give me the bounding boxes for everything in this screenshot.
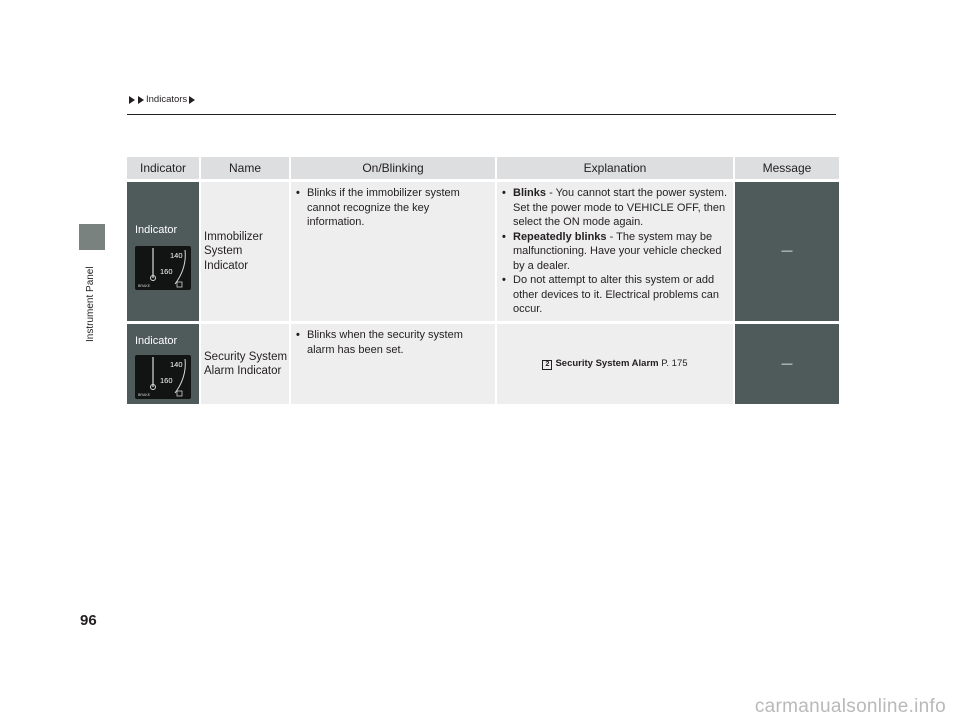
breadcrumb-arrow-icon <box>138 96 144 104</box>
message-cell <box>735 182 839 321</box>
explanation-item: • Do not attempt to alter this system or add other devices to it. Electrical problems can occur. <box>499 273 729 317</box>
watermark[interactable]: carmanualsonline.info <box>754 696 946 717</box>
indicator-name: System <box>204 245 243 258</box>
message-value: — <box>781 357 793 370</box>
header-message: Message <box>735 157 839 179</box>
svg-text:140: 140 <box>170 360 183 369</box>
header-indicator: Indicator <box>127 157 199 179</box>
explanation-cell <box>497 324 733 404</box>
on-blinking-item: • Blinks if the immobilizer system cannot recognize the key information. <box>293 186 487 230</box>
on-blinking-cell <box>291 324 495 404</box>
indicator-cell <box>127 182 199 321</box>
indicator-name: Security System <box>204 350 288 363</box>
name-cell <box>201 182 289 321</box>
speedometer-gauge-icon <box>135 355 191 399</box>
svg-text:BRAKE: BRAKE <box>138 393 151 397</box>
indicator-name: Alarm Indicator <box>204 365 282 377</box>
explanation-item: • Repeatedly blinks - The system may be malfunctioning. Have your vehicle checked by a dealer. <box>499 230 729 274</box>
svg-text:160: 160 <box>160 376 173 385</box>
table-row-immobilizer <box>127 182 839 321</box>
reference-icon: 2 <box>542 360 552 370</box>
cross-reference-link[interactable]: 2 Security System Alarm P. 175 <box>501 357 729 372</box>
header-on-blinking: On/Blinking <box>291 157 495 179</box>
table-row-security-alarm <box>127 324 839 404</box>
indicator-label: Indicator <box>135 224 178 236</box>
header-name: Name <box>201 157 289 179</box>
message-cell <box>735 324 839 404</box>
breadcrumb-arrow-icon <box>189 96 195 104</box>
indicator-name: Indicator <box>204 259 249 272</box>
breadcrumb-section[interactable]: Indicators <box>146 94 188 105</box>
chapter-tab <box>79 224 105 250</box>
message-value: — <box>781 245 793 258</box>
explanation-cell <box>497 182 733 321</box>
svg-text:160: 160 <box>160 267 173 276</box>
indicator-table <box>125 154 841 407</box>
chapter-label: Instrument Panel <box>85 266 96 342</box>
breadcrumb <box>128 94 196 105</box>
header-explanation: Explanation <box>497 157 733 179</box>
on-blinking-cell <box>291 182 495 321</box>
indicator-name: Immobilizer <box>204 230 263 243</box>
table-header-row <box>127 157 839 179</box>
header-rule <box>127 114 836 115</box>
on-blinking-item: • Blinks when the security system alarm has been set. <box>293 328 487 357</box>
svg-text:140: 140 <box>170 251 183 260</box>
breadcrumb-arrow-icon <box>129 96 135 104</box>
indicator-label: Indicator <box>135 335 178 347</box>
indicator-cell <box>127 324 199 404</box>
explanation-item: • Blinks - You cannot start the power system. Set the power mode to VEHICLE OFF, then select the ON mode again. <box>499 186 729 230</box>
page-number: 96 <box>80 612 97 629</box>
name-cell <box>201 324 289 404</box>
speedometer-gauge-icon <box>135 246 191 290</box>
svg-text:BRAKE: BRAKE <box>138 284 151 288</box>
